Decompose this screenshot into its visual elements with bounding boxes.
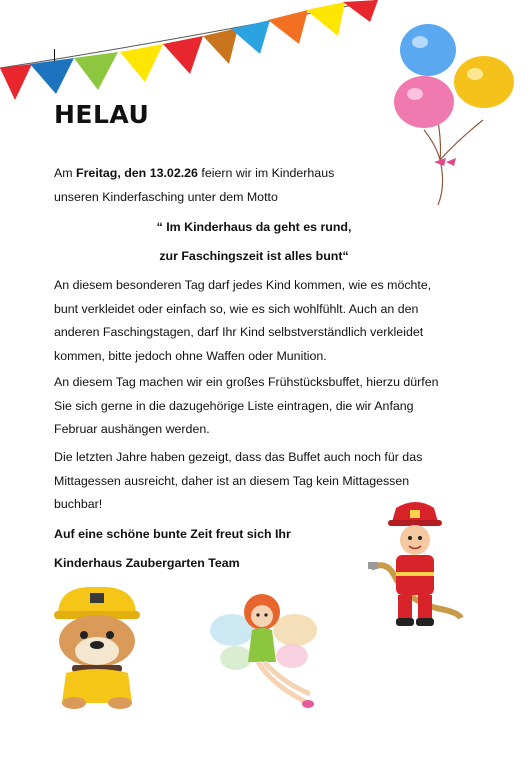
bunting-flag <box>343 0 378 22</box>
balloon-blue <box>400 24 456 76</box>
closing-signature: Kinderhaus Zaubergarten Team <box>54 556 240 570</box>
intro-text: feiern wir im Kinderhaus <box>197 166 335 180</box>
text-cursor <box>54 49 55 61</box>
closing-line-1: Auf eine schöne bunte Zeit freut sich Ihr <box>54 527 291 541</box>
intro-text-line2: unseren Kinderfasching unter dem Motto <box>54 189 278 204</box>
event-date: Freitag, den 13.02.26 <box>76 166 198 180</box>
bunting-flag <box>30 58 74 94</box>
fairy-illustration <box>210 590 320 715</box>
paragraph-line: bunt verkleidet oder einfach so, wie es sich wohlfühlt. Auch an den <box>54 301 419 316</box>
bunting-flag <box>120 44 163 82</box>
paragraph-line: kommen, bitte jedoch ohne Waffen oder Munition. <box>54 348 327 363</box>
paragraph-costume <box>54 274 484 368</box>
bunting-flag <box>231 20 270 54</box>
paragraph-line: Die letzten Jahre haben gezeigt, dass das Buffet auch noch für das <box>54 450 423 464</box>
paragraph-line: anderen Faschingstagen, darf Ihr Kind selbstverständlich verkleidet <box>54 325 424 339</box>
paragraph-line: buchbar! <box>54 497 103 511</box>
paragraph-line: Sie sich gerne in die dazugehörige Liste eintragen, die wir Anfang <box>54 398 414 413</box>
motto-line-2: zur Faschingszeit ist alles bunt“ <box>159 249 349 263</box>
paragraph-line: An diesem Tag machen wir ein großes Frühstücksbuffet, hierzu dürfen <box>54 375 439 389</box>
balloon-pink <box>394 76 454 128</box>
bunting-flag <box>203 28 238 64</box>
bunting-garland <box>0 0 380 110</box>
bunting-flag <box>0 64 32 100</box>
paragraph-line: An diesem besonderen Tag darf jedes Kind kommen, wie es möchte, <box>54 278 432 292</box>
intro-paragraph <box>54 162 484 209</box>
bunting-flag <box>268 10 308 44</box>
motto-line-1: “ Im Kinderhaus da geht es rund, <box>156 220 352 234</box>
bunting-flag <box>163 36 203 74</box>
bunting-flag <box>74 52 118 90</box>
bulldog-illustration <box>50 585 145 710</box>
intro-prefix: Am <box>54 166 77 180</box>
paragraph-line: Mittagessen ausreicht, daher ist an diesem Tag kein Mittagessen <box>54 473 410 488</box>
firefighter-illustration <box>366 500 466 635</box>
balloon-yellow <box>454 56 514 108</box>
page-title: HELAU <box>54 100 150 129</box>
paragraph-buffet <box>54 371 484 442</box>
bunting-flag <box>306 2 345 36</box>
paragraph-line: Februar aushängen werden. <box>54 422 210 436</box>
